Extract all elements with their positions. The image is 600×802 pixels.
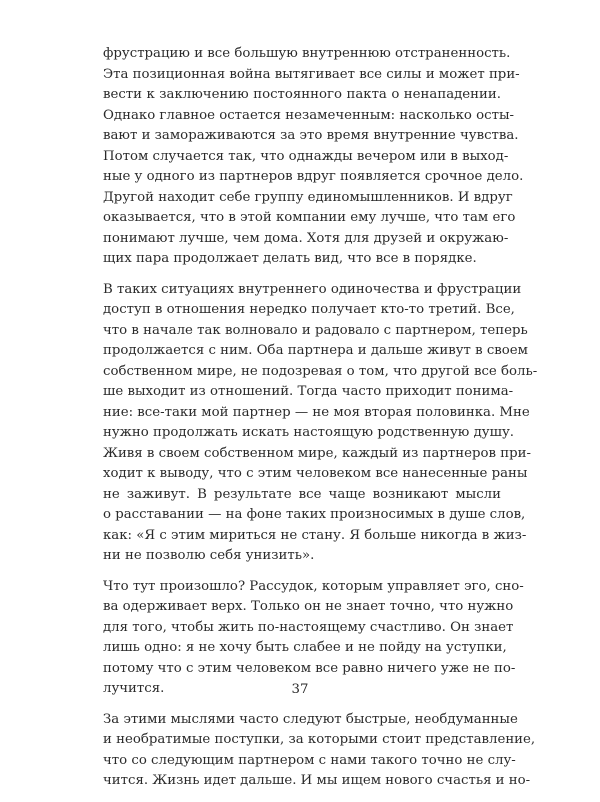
text-line: что со следующим партнером с нами такого точно не слу- — [103, 752, 516, 768]
text-line: для того, чтобы жить по-настоящему счастливо. Он знает — [103, 619, 514, 635]
text-line: и необратимые поступки, за которыми стоит представление, — [103, 732, 536, 747]
text-line: лишь одно: я не хочу быть слабее и не пойду на уступки, — [103, 640, 507, 655]
paragraph — [103, 280, 538, 567]
text-line: фрустрацию и все большую внутреннюю отстраненность. — [103, 46, 511, 61]
text-line: собственном мире, не подозревая о том, что другой все боль- — [103, 363, 538, 379]
text-line: вести к заключению постоянного пакта о ненападении. — [103, 87, 501, 102]
text-line: нужно продолжать искать настоящую родственную душу. — [103, 425, 514, 440]
paragraph — [103, 710, 536, 792]
text-line: щих пара продолжает делать вид, что все в порядке. — [103, 251, 477, 266]
text-line: Другой находит себе группу единомышленников. И вдруг — [103, 189, 513, 205]
text-line: чится. Жизнь идет дальше. И мы ищем нового счастья и но- — [103, 773, 531, 788]
text-line: что в начале так волновало и радовало с партнером, теперь — [103, 322, 528, 338]
text-line: оказывается, что в этой компании ему лучше, что там его — [103, 210, 516, 225]
text-line: вают и замораживаются за это время внутренние чувства. — [103, 128, 519, 143]
text-line: как: «Я с этим мириться не стану. Я больше никогда в жиз- — [103, 527, 527, 543]
text-line: Живя в своем собственном мире, каждый из партнеров при- — [103, 445, 531, 461]
text-line: лучится. — [103, 681, 165, 696]
text-line: потому что с этим человеком все равно ничего уже не по- — [103, 660, 516, 676]
text-line: Эта позиционная война вытягивает все силы и может при- — [103, 66, 520, 82]
text-line: о расставании — на фоне таких произносимых в душе слов, — [103, 507, 526, 522]
text-line: продолжается с ним. Оба партнера и дальше живут в своем — [103, 343, 528, 358]
text-line: понимают лучше, чем дома. Хотя для друзей и окружаю- — [103, 230, 509, 246]
text-line: ва одерживает верх. Только он не знает точно, что нужно — [103, 599, 514, 614]
text-line: В таких ситуациях внутреннего одиночества и фрустрации — [103, 281, 522, 297]
paragraph — [103, 44, 524, 270]
text-line: За этими мыслями часто следуют быстрые, необдуманные — [103, 711, 518, 727]
text-line: Что тут произошло? Рассудок, которым управляет эго, сно- — [103, 578, 524, 594]
page-number: 37 — [291, 682, 309, 697]
text-line: ные у одного из партнеров вдруг появляется срочное дело. — [103, 169, 524, 184]
text-line: Однако главное остается незамеченным: насколько осты- — [103, 107, 515, 123]
text-line: ше выходит из отношений. Тогда часто приходит понима- — [103, 384, 514, 399]
text-line: не заживут. В результате все чаще возникают мысли — [103, 486, 501, 502]
text-line: Потом случается так, что однажды вечером или в выход- — [103, 148, 509, 164]
text-line: ходит к выводу, что с этим человеком все нанесенные раны — [103, 466, 528, 481]
text-line: ние: все-таки мой партнер — не моя вторая половинка. Мне — [103, 404, 530, 420]
text-line: ни не позволю себя унизить». — [103, 548, 315, 563]
text-line: доступ в отношения нередко получает кто-то третий. Все, — [103, 302, 515, 317]
